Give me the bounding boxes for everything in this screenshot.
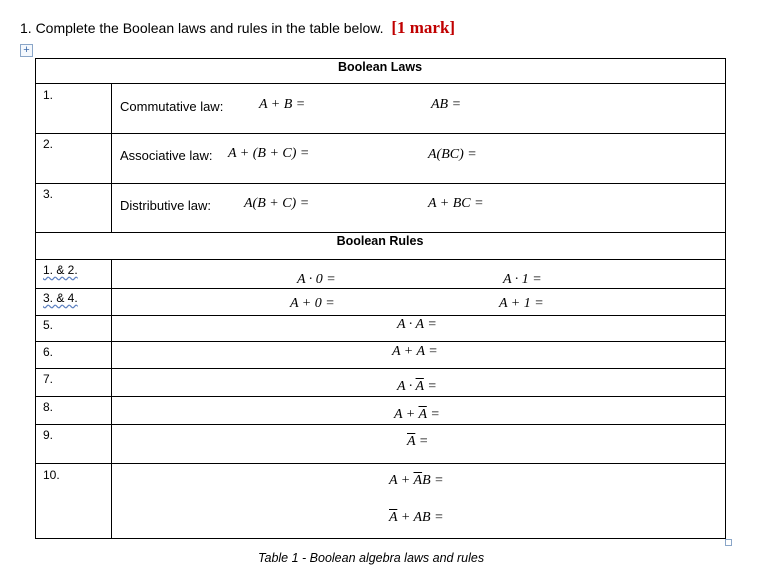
- table-rule: [35, 133, 725, 134]
- expr-part: B =: [422, 473, 444, 488]
- expr-part: + AB =: [397, 510, 444, 525]
- rule-expression: A · 0 =: [297, 272, 336, 287]
- rule-expression: A + 1 =: [499, 296, 544, 311]
- law-number: 2.: [43, 137, 54, 151]
- table-rule: [35, 396, 725, 397]
- law-expression: A(BC) =: [428, 147, 477, 162]
- table-rule: [35, 183, 725, 184]
- laws-header: Boolean Laws: [337, 60, 423, 74]
- table-rule: [35, 424, 725, 425]
- table-rule: [35, 259, 725, 260]
- rule-expression: [394, 407, 440, 423]
- rules-column-divider: [111, 259, 112, 539]
- rule-number: 10.: [43, 468, 60, 482]
- expr-part: =: [426, 407, 440, 422]
- table-resize-handle[interactable]: [725, 539, 732, 546]
- question-text: 1. Complete the Boolean laws and rules in the table below.: [20, 20, 384, 36]
- expr-part: =: [423, 379, 437, 394]
- rule-expression: [407, 434, 428, 450]
- law-expression: A + BC =: [428, 196, 484, 211]
- complement-variable: $\overline{A}$: [415, 379, 424, 394]
- rule-expression: [389, 473, 444, 489]
- table-border-bottom: [35, 538, 726, 539]
- rule-number: 3. & 4.: [43, 291, 78, 305]
- laws-column-divider: [111, 83, 112, 233]
- rule-expression: [397, 379, 437, 395]
- rule-number: 8.: [43, 400, 54, 414]
- expr-part: A +: [394, 407, 419, 422]
- table-border-top: [35, 58, 725, 59]
- law-label: Associative law:: [120, 148, 213, 163]
- expr-part: A ·: [397, 379, 416, 394]
- table-rule: [35, 368, 725, 369]
- law-number: 1.: [43, 88, 54, 102]
- question-line: [20, 18, 455, 38]
- mark-allocation: [1 mark]: [391, 18, 456, 37]
- table-rule: [35, 232, 725, 233]
- table-rule: [35, 315, 725, 316]
- table-border-right: [725, 58, 726, 539]
- law-expression: AB =: [431, 97, 462, 112]
- rule-number: 9.: [43, 428, 54, 442]
- law-label: Distributive law:: [120, 198, 212, 213]
- rule-expression: A · 1 =: [503, 272, 542, 287]
- rule-expression: A + 0 =: [290, 296, 335, 311]
- law-expression: A(B + C) =: [244, 196, 310, 211]
- double-complement-variable: $\overline{A}$: [407, 434, 416, 449]
- table-border-left: [35, 58, 36, 539]
- expr-part: A +: [389, 473, 414, 488]
- table-rule: [35, 83, 725, 84]
- table-caption: Table 1 - Boolean algebra laws and rules: [258, 551, 485, 565]
- law-expression: A + (B + C) =: [228, 146, 310, 161]
- law-label: Commutative law:: [120, 99, 224, 114]
- rule-expression: A · A =: [397, 317, 437, 332]
- rule-number: 6.: [43, 345, 54, 359]
- table-rule: [35, 341, 725, 342]
- table-rule: [35, 288, 725, 289]
- rule-expression: A + A =: [392, 344, 438, 359]
- rule-number: 7.: [43, 372, 54, 386]
- law-number: 3.: [43, 187, 54, 201]
- move-table-icon[interactable]: +: [20, 44, 33, 57]
- complement-variable: $\overline{A}$: [389, 510, 398, 525]
- rule-expression: [389, 510, 444, 526]
- rules-header: Boolean Rules: [336, 234, 424, 248]
- expr-part: =: [415, 434, 429, 449]
- rule-number: 5.: [43, 318, 54, 332]
- complement-variable: $\overline{A}$: [413, 473, 423, 488]
- table-rule: [35, 463, 725, 464]
- rule-number: 1. & 2.: [43, 263, 78, 277]
- law-expression: A + B =: [259, 97, 306, 112]
- complement-variable: $\overline{A}$: [418, 407, 427, 422]
